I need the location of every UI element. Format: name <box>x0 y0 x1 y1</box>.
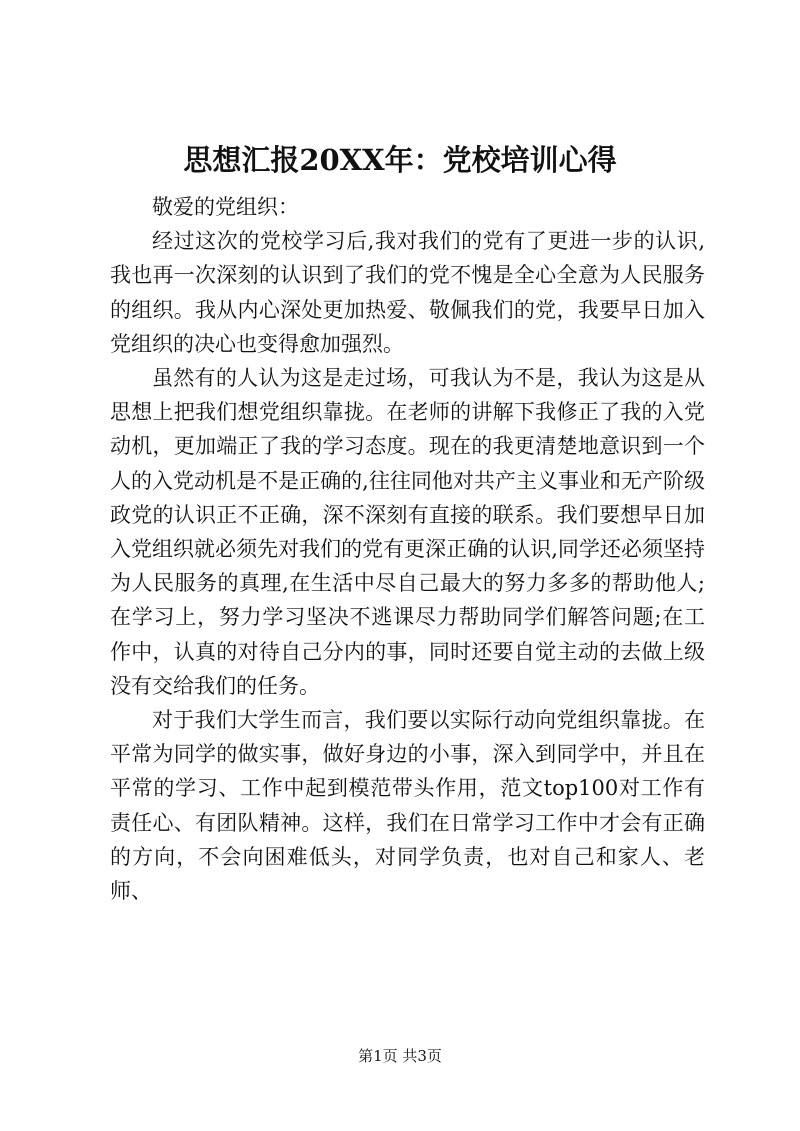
paragraph: 对于我们大学生而言，我们要以实际行动向党组织靠拢。在平常为同学的做实事，做好身边的小事，深入到同学中，并且在平常的学习、工作中起到模范带头作用，范文top100对工作有责任心、有团队精神。这样，我们在日常学习工作中才会有正确的方向，不会向困难低头，对同学负责，也对自己和家人、老师、 <box>110 708 705 904</box>
document-title: 思想汇报20XX年：党校培训心得 <box>183 143 617 177</box>
document-body <box>110 190 705 908</box>
paragraph: 经过这次的党校学习后,我对我们的党有了更进一步的认识,我也再一次深刻的认识到了我们的党不愧是全心全意为人民服务的组织。我从内心深处更加热爱、敬佩我们的党，我要早日加入党组织的决心也变得愈加强烈。 <box>110 229 705 356</box>
salutation: 敬爱的党组织： <box>152 195 299 219</box>
paragraph: 虽然有的人认为这是走过场，可我认为不是，我认为这是从思想上把我们想党组织靠拢。在老师的讲解下我修正了我的入党动机，更加端正了我的学习态度。现在的我更清楚地意识到一个人的入党动机是不是正确的,往往同他对共产主义事业和无产阶级政党的认识正不正确，深不深刻有直接的联系。我们要想早日加入党组织就必须先对我们的党有更深正确的认识,同学还必须坚持为人民服务的真理,在生活中尽自己最大的努力多多的帮助他人;在学习上，努力学习坚决不逃课尽力帮助同学们解答问题;在工作中，认真的对待自己分内的事，同时还要自觉主动的去做上级没有交给我们的任务。 <box>110 366 705 698</box>
page-number-footer: 第1页 共3页 <box>358 1047 442 1065</box>
